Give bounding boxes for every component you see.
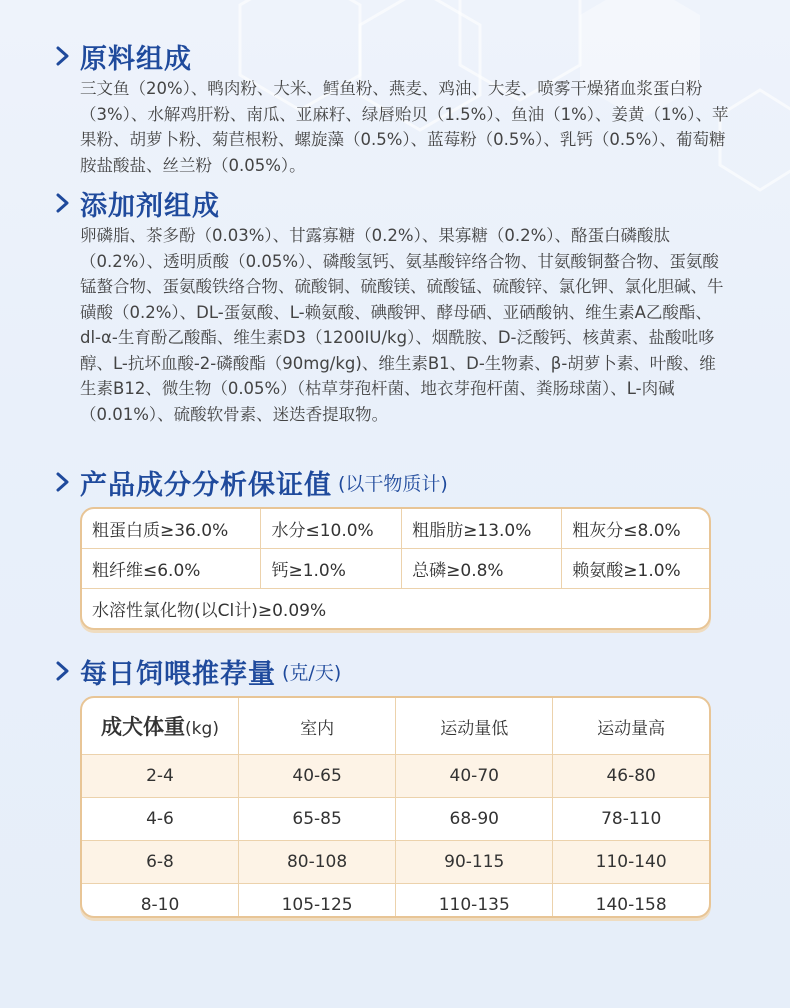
analysis-cell: 水溶性氯化物(以Cl计)≥0.09% (82, 589, 709, 629)
additives-section (50, 183, 730, 444)
additives-heading (50, 183, 730, 223)
analysis-subtitle: (以干物质计) (338, 472, 448, 495)
table-row (82, 589, 709, 629)
table-cell: 105-125 (239, 884, 396, 919)
table-row (82, 509, 709, 549)
header-weight (82, 698, 239, 755)
table-row (82, 884, 709, 919)
header-weight-label: 成犬体重 (101, 715, 186, 739)
chevron-right-icon (50, 658, 76, 684)
table-cell: 8-10 (82, 884, 239, 919)
ingredients-text: 三文鱼（20%）、鸭肉粉、大米、鳕鱼粉、燕麦、鸡油、大麦、喷雾干燥猪血浆蛋白粉（3%）、水解鸡肝粉、南瓜、亚麻籽、绿唇贻贝（1.5%）、鱼油（1%）、姜黄（1%）、苹果粉、胡萝卜粉、菊苣根粉、螺旋藻（0.5%）、蓝莓粉（0.5%）、乳钙（0.5%）、葡萄糖胺盐酸盐、丝兰粉（0.05%）。 (80, 79, 729, 175)
table-row (82, 798, 709, 841)
feeding-subtitle: (克/天) (282, 661, 342, 684)
analysis-table (82, 509, 709, 628)
chevron-right-icon (50, 469, 76, 495)
chevron-right-icon (50, 190, 76, 216)
chevron-right-icon (50, 43, 76, 69)
table-cell: 46-80 (553, 755, 709, 798)
table-row (82, 549, 709, 589)
header-high-activity: 运动量高 (553, 698, 709, 755)
header-low-activity: 运动量低 (396, 698, 553, 755)
additives-title: 添加剂组成 (80, 190, 220, 222)
analysis-cell: 总磷≥0.8% (402, 549, 562, 589)
analysis-cell: 粗脂肪≥13.0% (402, 509, 562, 549)
table-cell: 78-110 (553, 798, 709, 841)
feeding-title: 每日饲喂推荐量 (80, 658, 276, 690)
ingredients-heading (50, 36, 730, 76)
analysis-cell: 粗灰分≤8.0% (562, 509, 709, 549)
analysis-heading (50, 462, 730, 502)
analysis-cell: 粗蛋白质≥36.0% (82, 509, 261, 549)
table-cell: 90-115 (396, 841, 553, 884)
table-cell: 4-6 (82, 798, 239, 841)
analysis-cell: 粗纤维≤6.0% (82, 549, 261, 589)
feeding-heading (50, 651, 730, 691)
table-cell: 80-108 (239, 841, 396, 884)
table-cell: 110-140 (553, 841, 709, 884)
analysis-title: 产品成分分析保证值 (80, 469, 332, 501)
ingredients-title: 原料组成 (80, 43, 192, 75)
table-cell: 2-4 (82, 755, 239, 798)
table-cell: 68-90 (396, 798, 553, 841)
ingredients-section (50, 36, 730, 195)
table-cell: 6-8 (82, 841, 239, 884)
table-cell: 40-70 (396, 755, 553, 798)
table-cell: 65-85 (239, 798, 396, 841)
feeding-card (80, 696, 711, 918)
analysis-cell: 钙≥1.0% (261, 549, 402, 589)
header-weight-unit: (kg) (185, 719, 219, 739)
feeding-table (82, 698, 709, 918)
table-cell: 110-135 (396, 884, 553, 919)
analysis-card (80, 507, 711, 630)
additives-text: 卵磷脂、茶多酚（0.03%）、甘露寡糖（0.2%）、果寡糖（0.2%）、酪蛋白磷酸肽（0.2%）、透明质酸（0.05%）、磷酸氢钙、氨基酸锌络合物、甘氨酸铜螯合物、蛋氨酸锰螯合物、蛋氨酸铁络合物、硫酸铜、硫酸镁、硫酸锰、硫酸锌、氯化钾、氯化胆碱、牛磺酸（0.2%）、DL-蛋氨酸、L-赖氨酸、碘酸钾、酵母硒、亚硒酸钠、维生素A乙酸酯、dl-α-生育酚乙酸酯、维生素D3（1200IU/kg）、烟酰胺、D-泛酸钙、核黄素、盐酸吡哆醇、L-抗坏血酸-2-磷酸酯（90mg/kg)、维生素B1、D-生物素、β-胡萝卜素、叶酸、维生素B12、微生物（0.05%）（枯草芽孢杆菌、地衣芽孢杆菌、粪肠球菌）、L-肉碱（0.01%）、硫酸软骨素、迷迭香提取物。 (80, 226, 724, 424)
analysis-cell: 赖氨酸≥1.0% (562, 549, 709, 589)
header-indoor: 室内 (239, 698, 396, 755)
table-row (82, 841, 709, 884)
analysis-cell: 水分≤10.0% (261, 509, 402, 549)
table-row (82, 755, 709, 798)
table-cell: 140-158 (553, 884, 709, 919)
table-cell: 40-65 (239, 755, 396, 798)
table-header-row (82, 698, 709, 755)
